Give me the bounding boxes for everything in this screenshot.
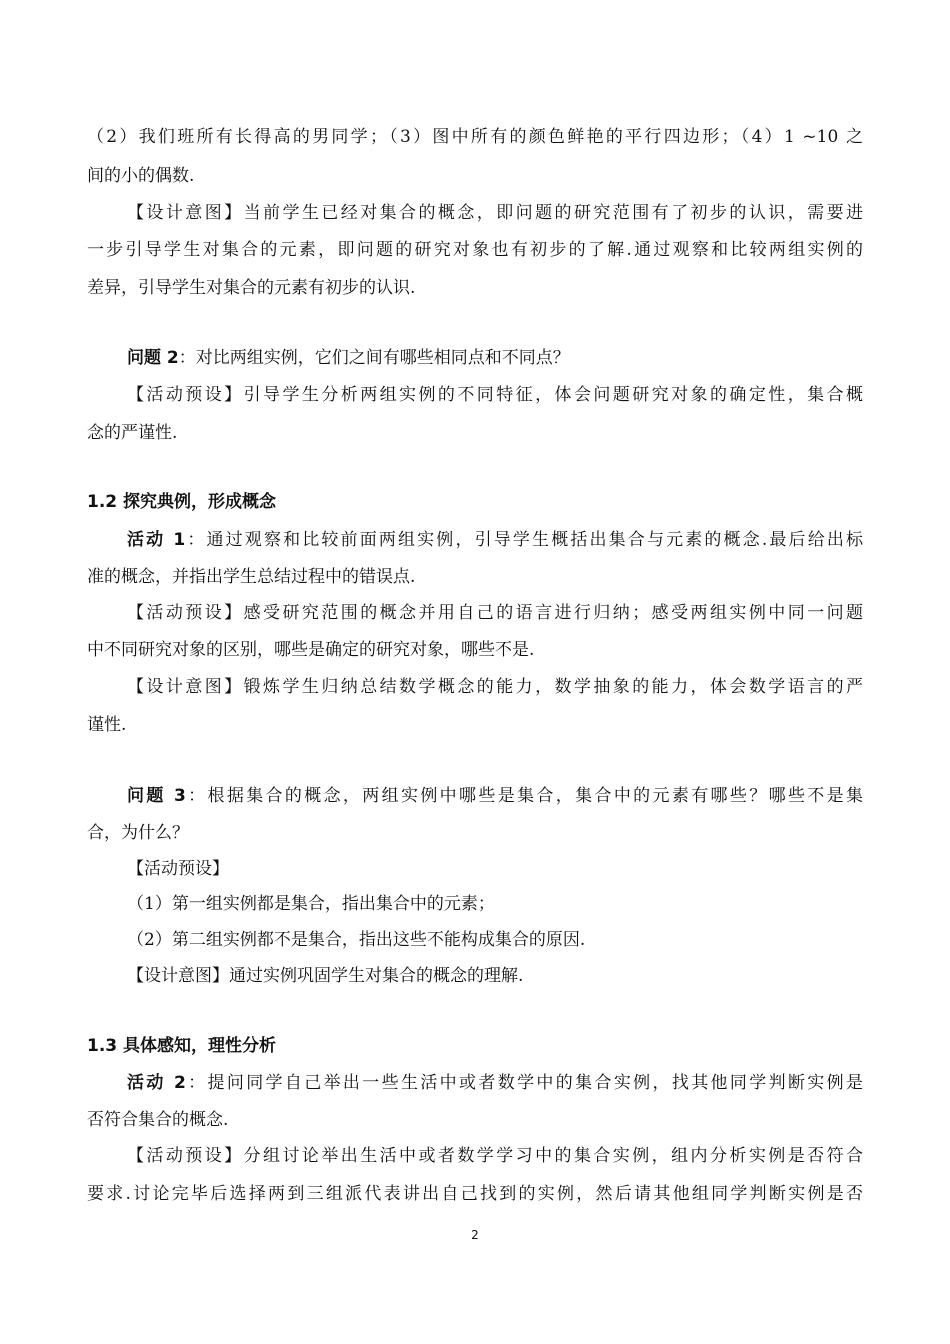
- design-intent-3: 【设计意图】通过实例巩固学生对集合的概念的理解.: [127, 966, 524, 986]
- activity-preset-3-item-1: （1）第一组实例都是集合，指出集合中的元素；: [127, 894, 495, 914]
- question-3-text: ：根据集合的概念，两组实例中哪些是集合，集合中的元素有哪些？哪些不是集: [185, 786, 863, 806]
- activity-1-line-1: [127, 528, 863, 552]
- design-intent-1-line-1: 【设计意图】当前学生已经对集合的概念，即问题的研究范围有了初步的认识，需要进: [127, 203, 863, 223]
- activity-preset-4-line-1: 【活动预设】分组讨论举出生活中或者数学学习中的集合实例，组内分析实例是否符合: [127, 1146, 863, 1166]
- question-3-line-1: [127, 784, 863, 808]
- activity-preset-4-line-2: 要求.讨论完毕后选择两到三组派代表讲出自己找到的实例，然后请其他组同学判断实例是否: [87, 1184, 863, 1204]
- activity-preset-3-title: 【活动预设】: [127, 859, 229, 879]
- activity-preset-1-line-2: 念的严谨性.: [87, 423, 178, 443]
- design-intent-2-line-1: 【设计意图】锻炼学生归纳总结数学概念的能力，数学抽象的能力，体会数学语言的严: [127, 677, 863, 697]
- activity-preset-3-item-2: （2）第二组实例都不是集合，指出这些不能构成集合的原因.: [127, 930, 586, 950]
- section-heading-1-3: 1.3 具体感知，理性分析: [87, 1036, 277, 1056]
- activity-2-line-2: 否符合集合的概念.: [87, 1110, 229, 1130]
- activity-2-label: 活动 2: [127, 1073, 186, 1093]
- activity-1-text: ：通过观察和比较前面两组实例，引导学生概括出集合与元素的概念.最后给出标: [185, 530, 863, 550]
- section-heading-1-2: 1.2 探究典例，形成概念: [87, 492, 277, 512]
- question-2-label: 问题 2: [127, 348, 179, 368]
- question-2: [127, 346, 570, 370]
- activity-preset-1-line-1: 【活动预设】引导学生分析两组实例的不同特征，体会问题研究对象的确定性，集合概: [127, 385, 863, 405]
- paragraph-examples-line-2: 间的小的偶数.: [87, 166, 195, 186]
- paragraph-examples-line-1: （2）我们班所有长得高的男同学；（3）图中所有的颜色鲜艳的平行四边形；（4）1 ~10 之: [87, 127, 863, 147]
- question-2-text: ：对比两组实例，它们之间有哪些相同点和不同点？: [178, 348, 570, 368]
- activity-1-label: 活动 1: [127, 530, 186, 550]
- activity-preset-2-line-2: 中不同研究对象的区别，哪些是确定的研究对象，哪些不是.: [87, 640, 535, 660]
- activity-2-text: ：提问同学自己举出一些生活中或者数学中的集合实例，找其他同学判断实例是: [185, 1073, 863, 1093]
- question-3-label: 问题 3: [127, 786, 186, 806]
- question-3-line-2: 合，为什么？: [87, 823, 189, 843]
- design-intent-2-line-2: 谨性.: [87, 715, 127, 735]
- activity-1-line-2: 准的概念，并指出学生总结过程中的错误点.: [87, 567, 416, 587]
- design-intent-1-line-2: 一步引导学生对集合的元素，即问题的研究对象也有初步的了解.通过观察和比较两组实例的: [87, 240, 863, 260]
- design-intent-1-line-3: 差异，引导学生对集合的元素有初步的认识.: [87, 278, 416, 298]
- activity-2-line-1: [127, 1071, 863, 1095]
- activity-preset-2-line-1: 【活动预设】感受研究范围的概念并用自己的语言进行归纳；感受两组实例中同一问题: [127, 603, 863, 623]
- page-number: 2: [471, 1228, 479, 1242]
